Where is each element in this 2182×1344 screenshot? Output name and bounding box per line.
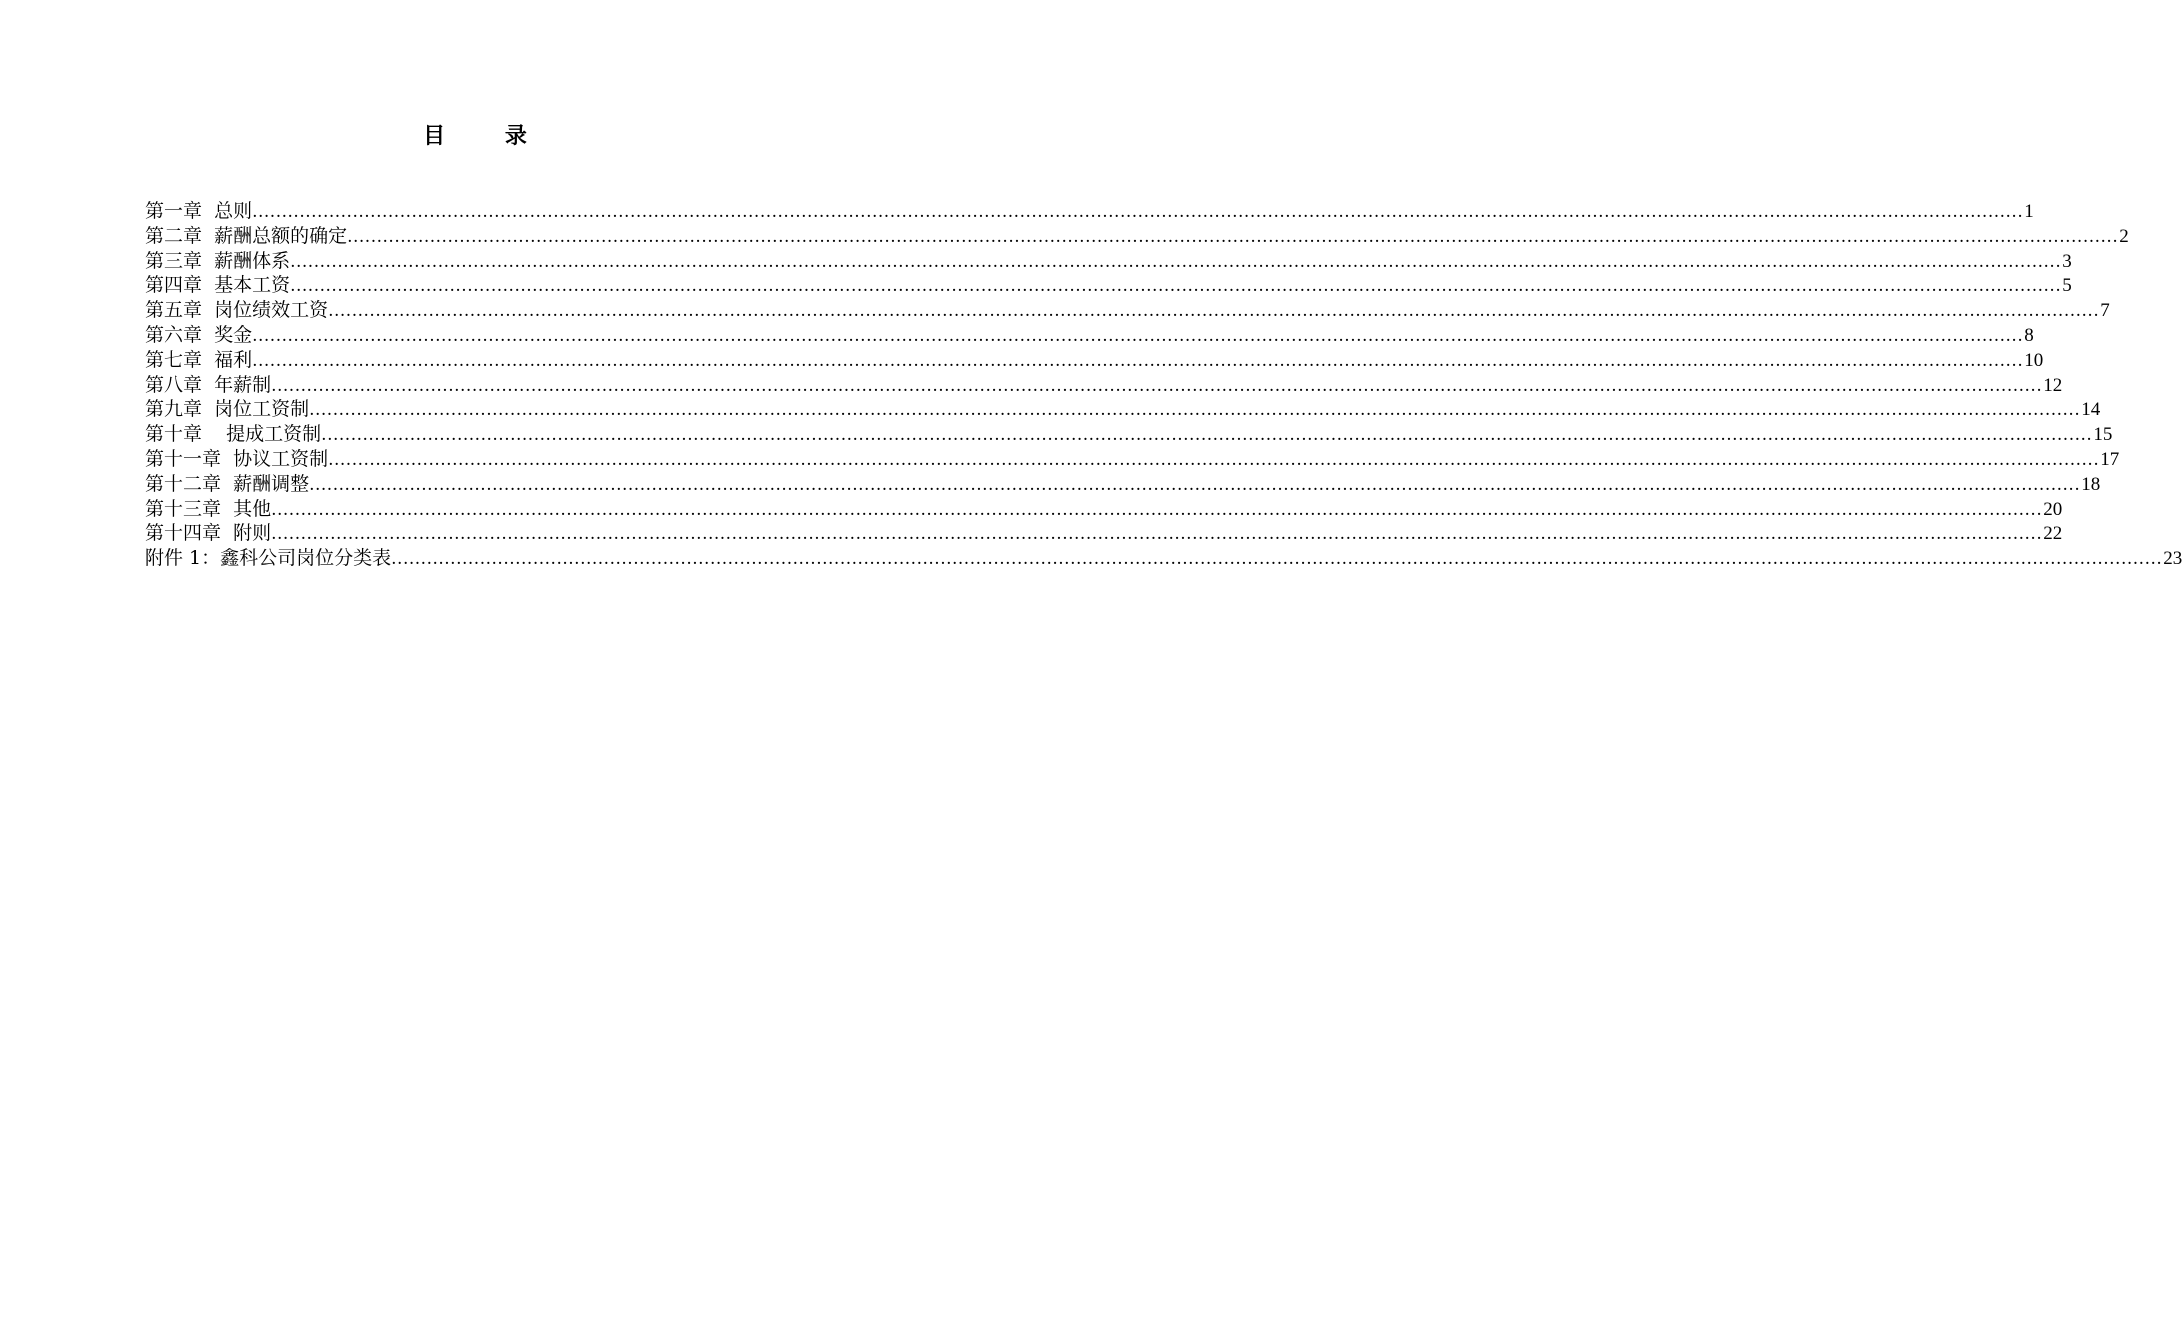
toc-entry-page: 1	[2024, 201, 2034, 222]
toc-entry-page: 17	[2100, 448, 2120, 470]
toc-entry-label: 第十二章 薪酬调整	[145, 472, 310, 495]
toc-entry-page: 15	[2093, 424, 2113, 446]
toc-dot-leader: ............................................................................................................................................................................................................................................................................................................	[328, 301, 2100, 322]
toc-dot-leader: ............................................................................................................................................................................................................................................................................................................	[309, 474, 2081, 495]
toc-entry-label: 第三章 薪酬体系	[145, 249, 291, 272]
toc-entry-label: 附件 1：鑫科公司岗位分类表	[145, 547, 392, 570]
toc-entry[interactable]	[145, 348, 2044, 373]
toc-entry[interactable]	[145, 472, 2101, 497]
toc-entry-label: 第一章 总则	[145, 200, 253, 222]
toc-entry[interactable]	[145, 298, 2110, 323]
toc-dot-leader: ............................................................................................................................................................................................................................................................................................................	[252, 325, 2024, 346]
toc-entry[interactable]	[145, 273, 2072, 298]
toc-entry[interactable]	[145, 199, 2034, 224]
toc-entry-page: 7	[2100, 300, 2110, 322]
toc-entry-label: 第十四章 附则	[145, 522, 272, 545]
toc-entry[interactable]	[145, 497, 2063, 522]
toc-entry[interactable]	[145, 249, 2072, 274]
toc-dot-leader: ............................................................................................................................................................................................................................................................................................................	[271, 375, 2043, 396]
toc-entry-label: 第十三章 其他	[145, 497, 272, 520]
toc-dot-leader: ............................................................................................................................................................................................................................................................................................................	[290, 276, 2062, 297]
toc-entry-page: 12	[2043, 374, 2063, 396]
toc-entry-page: 3	[2062, 250, 2072, 272]
toc-entry[interactable]	[145, 224, 2129, 249]
toc-entry-page: 18	[2081, 473, 2101, 495]
toc-entry[interactable]	[145, 373, 2063, 398]
toc-title: 目 录	[423, 124, 553, 149]
toc-entry[interactable]	[145, 422, 2113, 447]
toc-entry-label: 第十章 提成工资制	[145, 423, 322, 446]
toc-entry-page: 8	[2024, 324, 2034, 346]
toc-entry-label: 第六章 奖金	[145, 323, 253, 346]
toc-dot-leader: ............................................................................................................................................................................................................................................................................................................	[391, 549, 2163, 570]
toc-dot-leader: ............................................................................................................................................................................................................................................................................................................	[347, 226, 2119, 247]
toc-entry[interactable]	[145, 546, 2182, 571]
toc-list	[145, 199, 2182, 571]
toc-entry-label: 第八章 年薪制	[145, 373, 272, 396]
toc-entry-label: 第十一章 协议工资制	[145, 447, 329, 470]
toc-entry-page: 22	[2043, 523, 2063, 545]
toc-entry-page: 20	[2043, 498, 2063, 520]
toc-entry-label: 第七章 福利	[145, 348, 253, 371]
toc-dot-leader: ............................................................................................................................................................................................................................................................................................................	[271, 524, 2043, 545]
toc-entry-label: 第五章 岗位绩效工资	[145, 299, 329, 322]
toc-entry-page: 2	[2119, 225, 2129, 247]
toc-dot-leader: ............................................................................................................................................................................................................................................................................................................	[309, 400, 2081, 421]
toc-entry-label: 第四章 基本工资	[145, 274, 291, 297]
toc-entry[interactable]	[145, 323, 2034, 348]
toc-entry-label: 第九章 岗位工资制	[145, 398, 310, 421]
toc-entry-label: 第二章 薪酬总额的确定	[145, 224, 348, 247]
toc-dot-leader: ............................................................................................................................................................................................................................................................................................................	[271, 499, 2043, 520]
toc-entry-page: 10	[2024, 349, 2044, 371]
toc-dot-leader: ............................................................................................................................................................................................................................................................................................................	[290, 251, 2062, 272]
toc-entry[interactable]	[145, 521, 2063, 546]
toc-entry[interactable]	[145, 447, 2120, 472]
toc-dot-leader: ............................................................................................................................................................................................................................................................................................................	[321, 425, 2093, 446]
toc-entry-page: 14	[2081, 399, 2101, 421]
toc-entry-page: 23	[2163, 548, 2182, 570]
toc-dot-leader: ............................................................................................................................................................................................................................................................................................................	[252, 350, 2024, 371]
toc-entry-page: 5	[2062, 275, 2072, 297]
toc-entry[interactable]	[145, 397, 2101, 422]
toc-dot-leader: ............................................................................................................................................................................................................................................................................................................	[328, 449, 2100, 470]
toc-dot-leader: ............................................................................................................................................................................................................................................................................................................	[252, 202, 2024, 222]
